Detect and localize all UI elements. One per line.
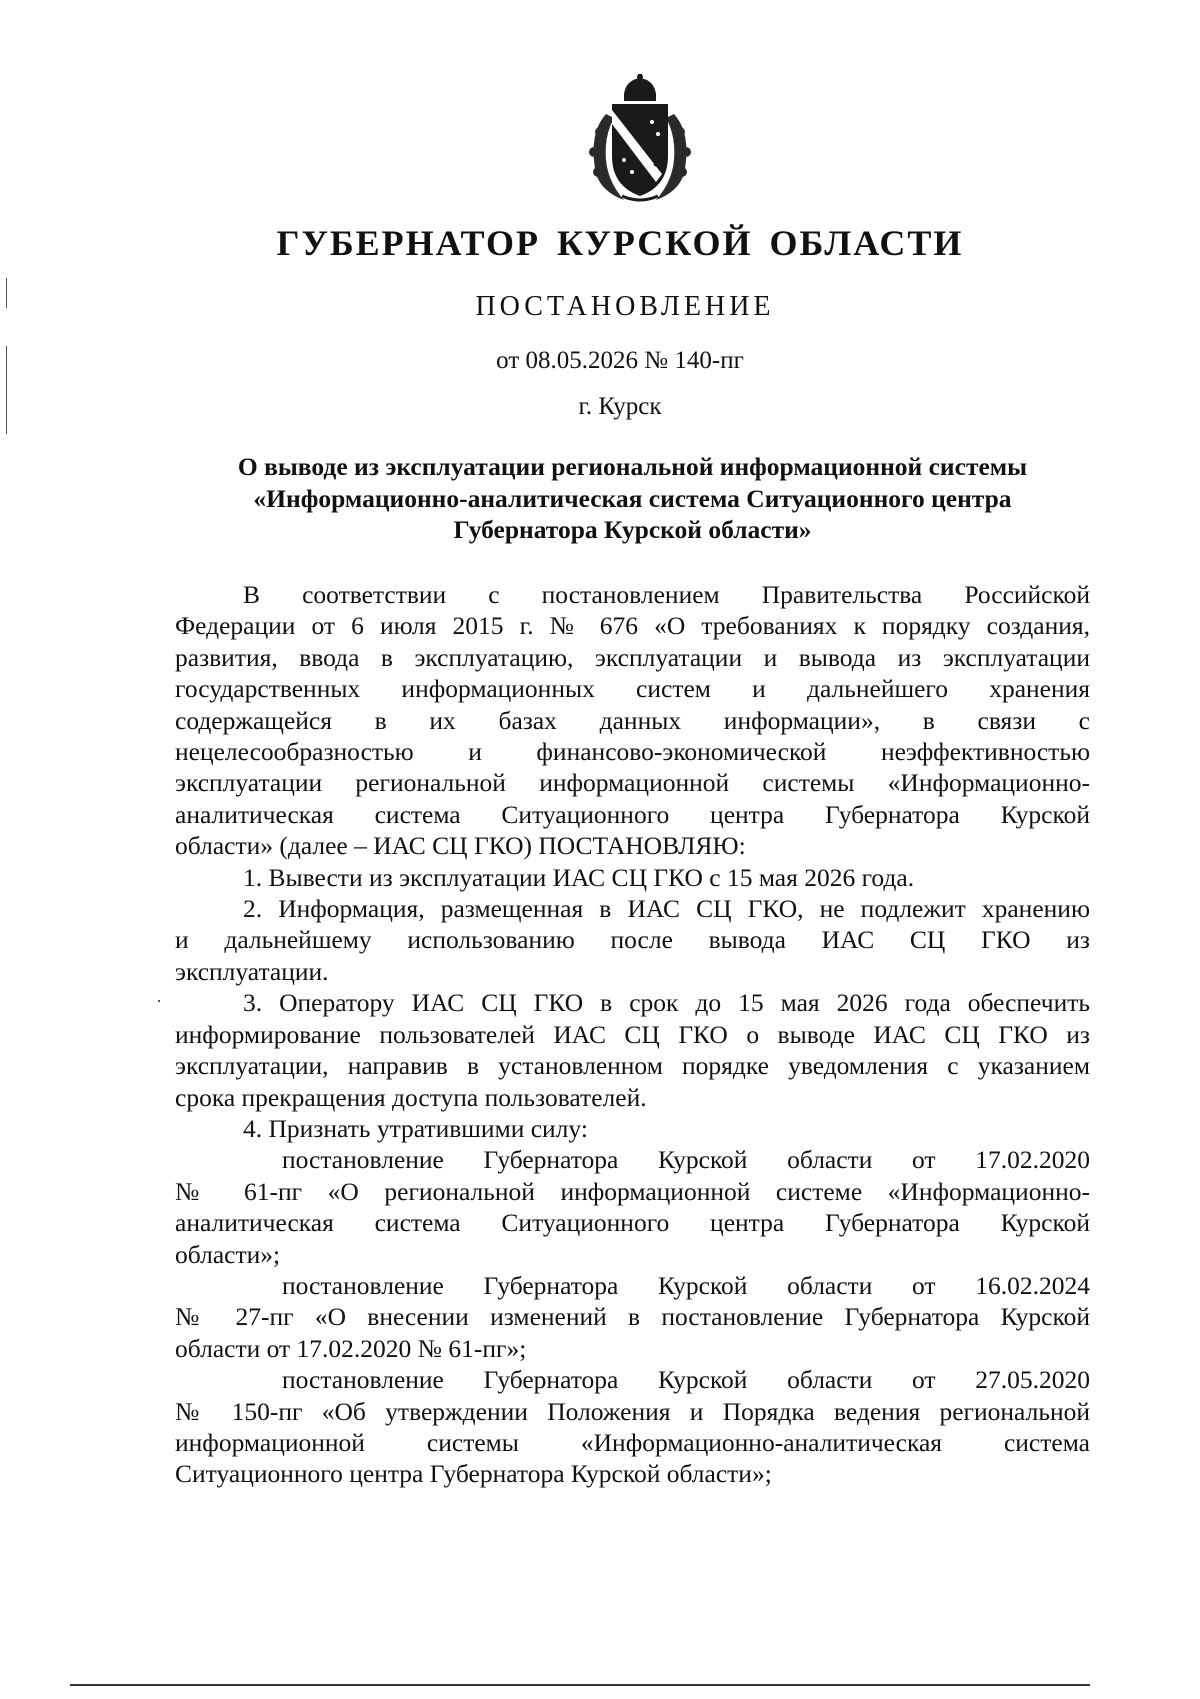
text-line: нецелесообразностью и финансово-экономической неэффективностью (175, 737, 1090, 767)
text-line: Ситуационного центра Губернатора Курской области»; (175, 1459, 772, 1489)
text-line: № 61-пг «О региональной информационной системе «Информационно- (175, 1176, 1090, 1206)
scan-margin-mark (6, 346, 7, 434)
text-line: эксплуатации региональной информационной системы «Информационно- (175, 768, 1090, 798)
document-number: от 08.05.2026 № 140-пг (496, 347, 744, 374)
subject-line: «Информационно-аналитическая система Ситуационного центра (253, 483, 1012, 513)
repealed-act-1 (175, 1144, 1090, 1270)
item-2-paragraph (175, 893, 1090, 987)
text-line: постановление Губернатора Курской области от 16.02.2024 (282, 1270, 1090, 1300)
text-line: аналитическая система Ситуационного центра Губернатора Курской (175, 799, 1090, 829)
text-line: области» (далее – ИАС СЦ ГКО) ПОСТАНОВЛЯЮ: (175, 831, 746, 861)
document-body (175, 579, 1090, 1490)
subject-line: О выводе из эксплуатации региональной информационной системы (237, 452, 1028, 481)
text-line: постановление Губернатора Курской области от 17.02.2020 (282, 1145, 1090, 1175)
repealed-act-2 (175, 1270, 1090, 1364)
subject-line: Губернатора Курской области» (453, 515, 812, 544)
text-line: Федерации от 6 июля 2015 г. № 676 «О требованиях к порядку создания, (175, 611, 1090, 641)
document-city: г. Курск (578, 393, 662, 420)
shield-icon (612, 104, 668, 196)
preamble-paragraph (175, 579, 1090, 862)
text-line: области»; (175, 1239, 281, 1269)
text-line: и дальнейшему использованию после вывода ИАС СЦ ГКО из (175, 925, 1090, 955)
text-line: 2. Информация, размещенная в ИАС СЦ ГКО, не подлежит хранению (243, 894, 1090, 924)
document-subject (175, 451, 1090, 546)
text-line: эксплуатации. (175, 956, 329, 986)
item-4-paragraph (175, 1113, 1090, 1144)
item-3-paragraph (175, 987, 1090, 1113)
text-line: информирование пользователей ИАС СЦ ГКО о выводе ИАС СЦ ГКО из (175, 1019, 1090, 1049)
text-line: 3. Оператору ИАС СЦ ГКО в срок до 15 мая 2026 года обеспечить (243, 988, 1090, 1018)
text-line: 1. Вывести из эксплуатации ИАС СЦ ГКО с 15 мая 2026 года. (243, 862, 915, 892)
text-line: срока прекращения доступа пользователей. (175, 1082, 647, 1112)
text-line: развития, ввода в эксплуатацию, эксплуатации и вывода из эксплуатации (175, 642, 1090, 672)
text-line: содержащейся в их базах данных информации», в связи с (175, 705, 1090, 735)
text-line: № 150-пг «Об утверждении Положения и Порядка ведения региональной (175, 1396, 1090, 1426)
issuing-authority: ГУБЕРНАТОР КУРСКОЙ ОБЛАСТИ (276, 223, 964, 263)
coat-of-arms-emblem (578, 74, 702, 204)
text-line: постановление Губернатора Курской области от 27.05.2020 (282, 1365, 1090, 1395)
item-1-paragraph (175, 862, 1090, 893)
text-line: аналитическая система Ситуационного центра Губернатора Курской (175, 1208, 1090, 1238)
repealed-act-3 (175, 1364, 1090, 1490)
text-line: В соответствии с постановлением Правительства Российской (243, 580, 1090, 609)
text-line: области от 17.02.2020 № 61-пг»; (175, 1333, 527, 1363)
scan-margin-mark (6, 278, 7, 308)
scan-bottom-edge (70, 1684, 1090, 1686)
crown-icon (624, 74, 656, 101)
document-type: ПОСТАНОВЛЕНИЕ (475, 291, 775, 322)
text-line: информационной системы «Информационно-аналитическая система (175, 1427, 1090, 1457)
text-line: эксплуатации, направив в установленном порядке уведомления с указанием (175, 1051, 1090, 1081)
text-line: государственных информационных систем и дальнейшего хранения (175, 674, 1090, 704)
text-line: 4. Признать утратившими силу: (243, 1113, 588, 1143)
scan-dot (158, 1000, 160, 1002)
text-line: № 27-пг «О внесении изменений в постановление Губернатора Курской (175, 1302, 1090, 1332)
ribbon-icon (622, 196, 658, 200)
